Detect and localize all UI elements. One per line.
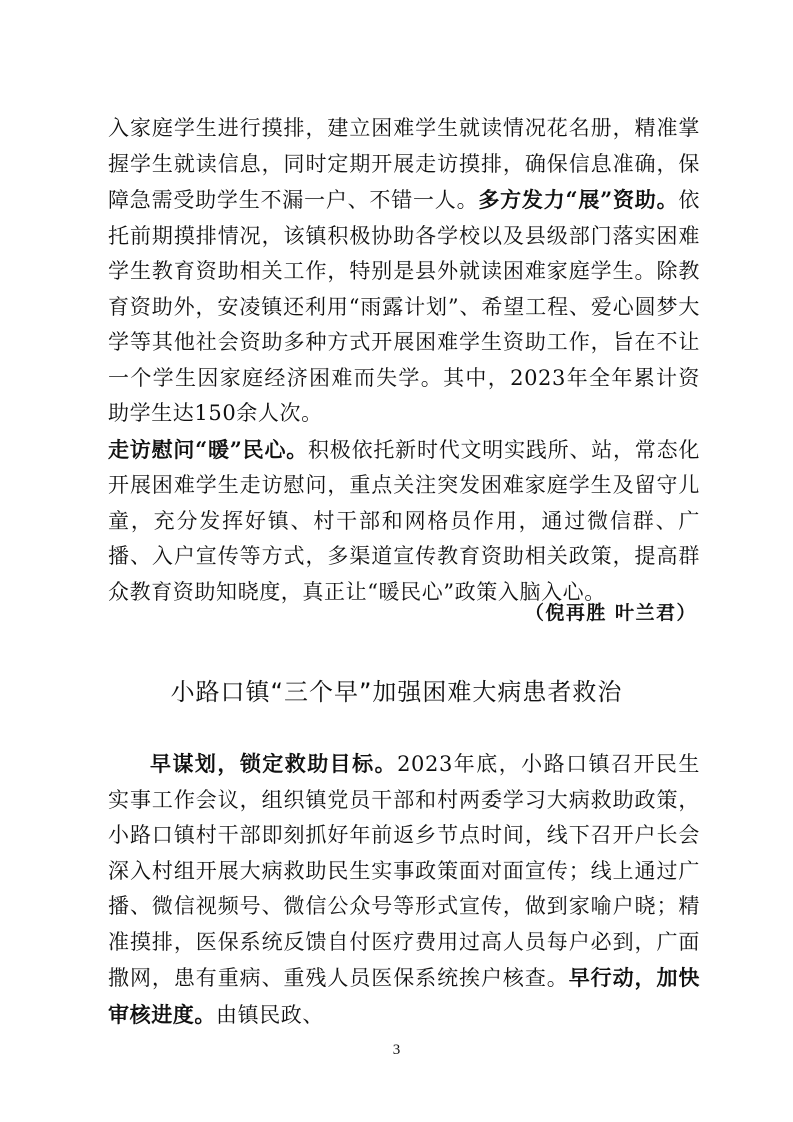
paragraph-text: 由镇民政、	[216, 1002, 324, 1027]
paragraph-text: 依托前期摸排情况，该镇积极协助各学校以及县级部门落实困难学生教育资助相关工作，特别是县外就读困难家庭学生。除教育资助外，安凌镇还利用“雨露计划”、希望工程、爱心圆梦大学等其他社会资助多种方式开展困难学生资助工作，旨在不让一个学生因家庭经济困难而失学。其中，2023年全年累计资助学生达150余人次。	[108, 188, 700, 425]
paragraph-text: 2023年底，小路口镇召开民生实事工作会议，组织镇党员干部和村两委学习大病救助政策，小路口镇村干部即刻抓好年前返乡节点时间，线下召开户长会深入村组开展大病救助民生实事政策面对面宣传；线上通过广播、微信视频号、微信公众号等形式宣传，做到家喻户晓；精准摸排，医保系统反馈自付医疗费用过高人员每户必到，广面撒网，患有重病、重残人员医保系统挨户核查。	[108, 752, 700, 990]
page-number: 3	[392, 1042, 401, 1058]
body-paragraph-2	[108, 746, 700, 1033]
paragraph-text: 积极依托新时代文明实践所、站，常态化开展困难学生走访慰问，重点关注突发困难家庭学生及留守儿童，充分发挥好镇、村干部和网格员作用，通过微信群、广播、入户宣传等方式，多渠道宣传教育资助相关政策，提高群众教育资助知晓度，真正让“暖民心”政策入脑入心。	[108, 437, 700, 604]
article-title: 小路口镇“三个早”加强困难大病患者救治	[170, 678, 623, 706]
inline-heading: 走访慰问“暖”民心。	[108, 436, 309, 462]
inline-heading: 早谋划，锁定救助目标。	[150, 751, 398, 776]
author-signature: （倪再胜 叶兰君）	[524, 602, 697, 624]
inline-heading: 早行动，加快审核进度。	[108, 965, 700, 1027]
body-paragraph-1	[108, 111, 700, 610]
paragraph-text: 入家庭学生进行摸排，建立困难学生就读情况花名册，精准掌握学生就读信息，同时定期开展走访摸排，确保信息准确，保障急需受助学生不漏一户、不错一人。	[108, 116, 700, 212]
inline-heading: 多方发力“展”资助。	[478, 187, 679, 212]
